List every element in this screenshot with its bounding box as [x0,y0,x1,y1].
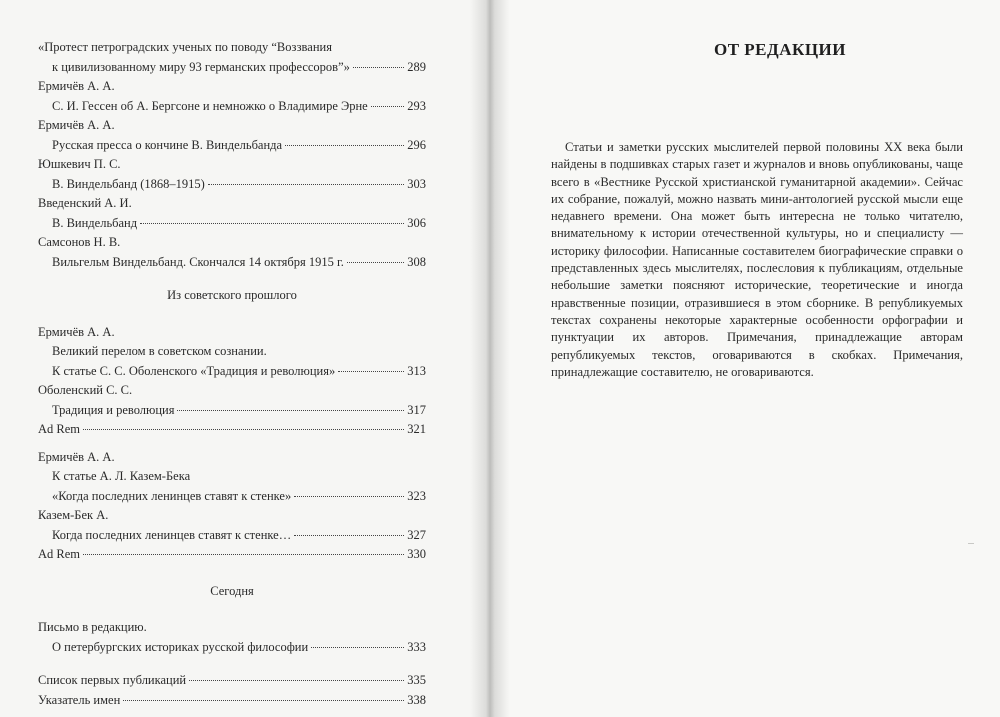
toc-group-soviet [38,323,426,440]
toc-entry-text: Русская пресса о кончине В. Виндельбанда [52,137,283,152]
toc-group-final [38,671,426,710]
leader-dots [189,680,404,681]
table-of-contents [38,38,426,710]
toc-entry-text: Ad Rem [38,422,81,436]
section-heading-today: Сегодня [210,583,254,598]
toc-group-today [38,618,426,657]
toc-entry-text: Список первых публикаций [38,673,187,687]
toc-entry-row [38,136,426,156]
toc-page-number: 323 [407,488,426,503]
leader-dots [140,223,404,224]
toc-page-number: 306 [407,215,426,230]
toc-entry-row [38,526,426,546]
editorial-paragraph: Статьи и заметки русских мыслителей первой половины XX века были найдены в подшивках старых газет и журналов и вновь опубликованы, чаще всего в «Вестнике Русской христианской гуманитарной академии». Сейчас их собрание, пожалуй, можно назвать мини-антологией русской мысли еще недавнего времени. Она может быть интересна не только читателю, внимательному к истории отечественной культуры, но и специалисту — историку философии. Написанные составителем биографические справки о представленных здесь мыслителях, послесловия к публикациям, отдельные небольшие заметки поясняют исторические, теоретические и иногда нравственные позиции, отразившиеся в этом сборнике. В републикуемых текстах сохранены некоторые характерные особенности орфографии и пунктуации их авторов. Примечания, принадлежащие авторам републикуемых текстов, оговариваются в скобках. Примечания, принадлежащие составителю, не оговариваются. [551,140,963,379]
toc-entry-row [38,175,426,195]
toc-author: Введенский А. И. [38,196,132,210]
toc-author: Оболенский С. С. [38,383,133,397]
toc-entry-row [38,691,426,711]
leader-dots [123,700,404,701]
leader-dots [294,496,404,497]
toc-group-main [38,38,426,272]
toc-entry-text: Традиция и революция [52,402,175,417]
toc-entry-row [38,545,426,565]
toc-entry-text: В. Виндельбанд (1868–1915) [52,176,205,191]
toc-author: Ермичёв А. А. [38,79,115,93]
toc-entry-text: к цивилизованному миру 93 германских профессоров”» [52,59,350,74]
toc-page-number: 330 [407,547,426,561]
toc-page-number: 338 [407,692,426,707]
toc-author: Письмо в редакцию. [38,620,147,634]
leader-dots [371,106,405,107]
book-gutter [470,0,510,717]
page-title: ОТ РЕДАКЦИИ [713,40,846,59]
leader-dots [347,262,404,263]
toc-page-number: 327 [407,527,426,542]
toc-entry-row [38,638,426,658]
toc-entry-text: «Когда последних ленинцев ставят к стенке» [52,488,292,503]
toc-author: Юшкевич П. С. [38,157,121,171]
toc-entry-row [38,401,426,421]
toc-entry-text: Ad Rem [38,547,81,561]
toc-title-line: К статье А. Л. Казем-Бека [52,469,191,483]
toc-entry-text: Указатель имен [38,692,121,707]
leader-dots [353,67,404,68]
leader-dots [177,410,404,411]
toc-page-number: 303 [407,176,426,191]
toc-group-soviet-2 [38,448,426,565]
toc-entry-row [38,420,426,440]
toc-page-number: 296 [407,137,426,152]
toc-entry-row [38,58,426,78]
toc-page-number: 321 [407,422,426,436]
toc-author: Ермичёв А. А. [38,324,115,339]
toc-title-line: «Протест петроградских ученых по поводу “Воззвания [38,40,332,54]
toc-entry-text: В. Виндельбанд [52,215,138,230]
leader-dots [294,535,404,536]
toc-page-number: 313 [407,363,426,378]
section-heading-soviet: Из советского прошлого [167,288,297,302]
leader-dots [285,145,404,146]
toc-entry-row [38,487,426,507]
toc-entry-row [38,97,426,117]
toc-entry-row [38,362,426,382]
toc-page-number: 308 [407,254,426,269]
toc-title-line: Великий перелом в советском сознании. [52,344,267,358]
toc-page-number: 289 [407,59,426,74]
toc-entry-row [38,671,426,691]
toc-page-number: 333 [407,639,426,654]
toc-entry-row [38,253,426,273]
toc-entry-row [38,214,426,234]
toc-page-number: 335 [407,673,426,687]
toc-entry-text: О петербургских историках русской философии [52,639,309,654]
toc-entry-text: Вильгельм Виндельбанд. Скончался 14 октября 1915 г. [52,254,344,269]
toc-entry-text: С. И. Гессен об А. Бергсоне и немножко о Владимире Эрне [52,98,368,113]
toc-page-number: 317 [407,402,426,417]
toc-author: Самсонов Н. В. [38,235,121,249]
toc-entry-text: Когда последних ленинцев ставят к стенке… [52,527,292,542]
leader-dots [311,647,404,648]
toc-author: Ермичёв А. А. [38,118,115,132]
toc-author: Ермичёв А. А. [38,449,115,464]
scan-speck [968,543,974,544]
leader-dots [83,554,404,555]
leader-dots [83,429,404,430]
leader-dots [208,184,404,185]
leader-dots [338,371,404,372]
toc-author: Казем-Бек А. [38,508,109,522]
toc-page-number: 293 [407,98,426,113]
toc-entry-text: К статье С. С. Оболенского «Традиция и революция» [52,363,336,378]
